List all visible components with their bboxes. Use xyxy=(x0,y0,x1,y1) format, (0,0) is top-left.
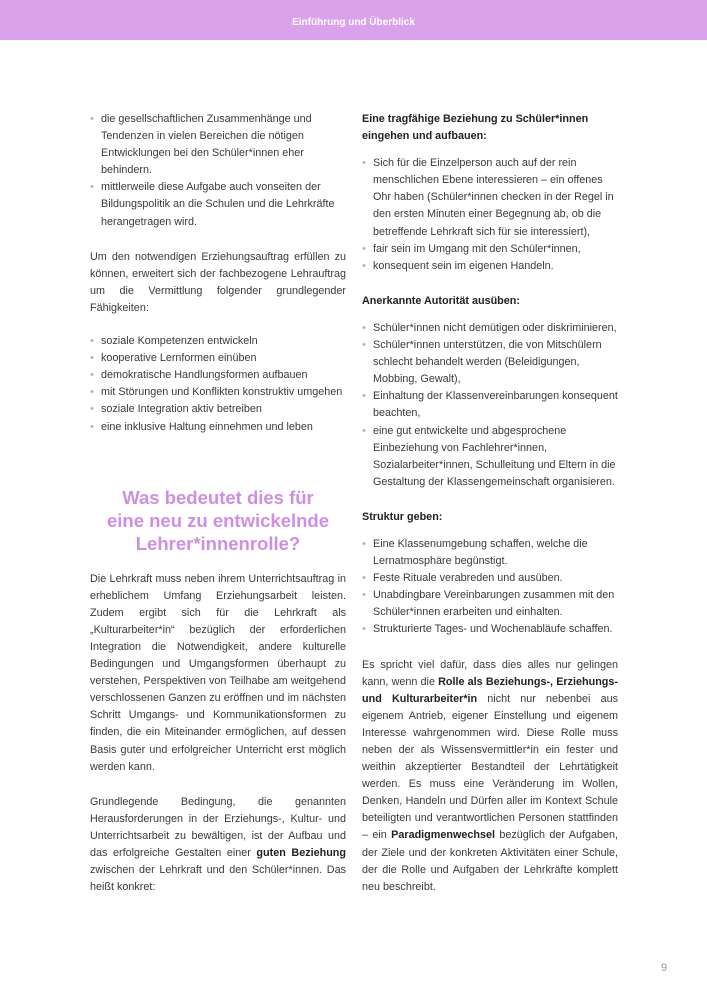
subheading: Eine tragfähige Beziehung zu Schüler*innen eingehen und aufbauen: xyxy=(362,113,589,143)
list-item: • soziale Kompetenzen entwickeln xyxy=(90,333,346,350)
list-item: • demokratische Handlungsformen aufbauen xyxy=(90,367,346,384)
running-header: Einführung und Überblick xyxy=(292,17,415,28)
list-item: • Unabdingbare Vereinbarungen zusammen mit den Schüler*innen erarbeiten und einhalten. xyxy=(362,589,615,619)
list-item: • Einhaltung der Klassenvereinbarungen konsequent beachten, xyxy=(362,390,618,420)
paragraph: Es spricht viel dafür, dass dies alles nur gelingen kann, wenn die Rolle als Beziehungs-, Erziehungs- und Kulturarbeiter*in nicht nur nebenbei aus eigenem Antrieb, eigener Einstellung und eigenem Interesse wahrgenommen wird. Diese Rolle muss neben der als Wissensvermittler*in ein fester und weithin akzeptierter Bestandteil der Lehrtätigkeit werden. Es muss eine Veränderung im Wollen, Denken, Handeln und Dürfen aller im Kontext Schule beteiligten und verantwortlichen Personen stattfinden – ein Paradigmenwechsel bezüglich der Aufgaben, der Ziele und der konkreten Aktivitäten einer Schule, der die Rolle und Aufgaben der Lehrkräfte komplett neu beschreibt. xyxy=(362,658,619,893)
list-item: • mittlerweile diese Aufgabe auch vonseiten der Bildungspolitik an die Schulen und die Lehrkräfte herangetragen wird. xyxy=(90,181,335,228)
list-item: • soziale Integration aktiv betreiben xyxy=(90,401,346,418)
bullet-icon: • xyxy=(362,321,366,334)
paragraph: Grundlegende Bedingung, die genannten Herausforderungen in der Erziehungs-, Kultur- und Unterrichtsarbeit zu bewältigen, ist der Aufbau und das erfolgreiche Gestalten einer guten Beziehung zwischen der Lehrkraft und den Schüler*innen. Das heißt konkret: xyxy=(90,795,346,894)
relationship-list xyxy=(362,155,618,275)
bullet-icon: • xyxy=(90,335,94,348)
bullet-icon: • xyxy=(90,420,94,433)
bullet-icon: • xyxy=(362,339,366,352)
bullet-icon: • xyxy=(90,403,94,416)
list-item: • Sich für die Einzelperson auch auf der rein menschlichen Ebene interessieren – ein offenes Ohr haben (Schüler*innen checken in der Regel in den ersten Minuten einer Begegnung ab, ob die betreffende Lehrkraft sich für sie interessiert), xyxy=(362,157,614,238)
right-column xyxy=(362,111,618,896)
left-column xyxy=(90,111,346,896)
bullet-icon: • xyxy=(362,589,366,602)
list-item: • fair sein im Umgang mit den Schüler*innen, xyxy=(362,241,618,258)
subheading: Struktur geben: xyxy=(362,510,443,523)
page-number: 9 xyxy=(661,962,668,974)
bullet-icon: • xyxy=(362,157,366,170)
list-item: • Strukturierte Tages- und Wochenabläufe schaffen. xyxy=(362,621,618,638)
section-headline: Was bedeutet dies für eine neu zu entwickelnde Lehrer*innenrolle? xyxy=(106,486,330,554)
bullet-icon: • xyxy=(362,242,366,255)
bullet-icon: • xyxy=(362,623,366,636)
bullet-icon: • xyxy=(362,424,366,437)
list-item: • Feste Rituale verabreden und ausüben. xyxy=(362,570,618,587)
header-bar xyxy=(0,0,707,40)
bullet-icon: • xyxy=(90,181,94,194)
paragraph: Die Lehrkraft muss neben ihrem Unterrichtsauftrag in erheblichem Umfang Erziehungsarbeit leisten. Zudem ergibt sich für die Lehrkraft als „Kulturarbeiter*in“ bezüglich der erforderlichen Integration die Notwendigkeit, andere kulturelle Bedingungen und Umgangsformen überhaupt zu verstehen, Perspektiven von Teilhabe am weitgehend verschlossenen Ganzen zu eröffnen und im nächsten Schritt Umgangs- und Kommunikationsformen zu finden, die ein Miteinander ermöglichen, auf dessen Basis guter und erfolgreicher Unterricht erst möglich werden kann. xyxy=(90,572,346,773)
list-item: • kooperative Lernformen einüben xyxy=(90,350,346,367)
bullet-icon: • xyxy=(90,369,94,382)
list-item: • Schüler*innen nicht demütigen oder diskriminieren, xyxy=(362,320,618,337)
structure-list xyxy=(362,536,618,639)
subheading: Anerkannte Autorität ausüben: xyxy=(362,294,520,307)
list-item: • konsequent sein im eigenen Handeln. xyxy=(362,258,618,275)
bullet-icon: • xyxy=(90,352,94,365)
list-item: • Schüler*innen unterstützen, die von Mitschülern schlecht behandelt werden (Beleidigungen, Mobbing, Gewalt), xyxy=(362,339,602,386)
paragraph: Um den notwendigen Erziehungsauftrag erfüllen zu können, erweitert sich der fachbezogene Lehrauftrag um die Vermittlung folgender grundlegender Fähigkeiten: xyxy=(90,250,346,314)
authority-list xyxy=(362,320,618,491)
list-item: • mit Störungen und Konflikten konstruktiv umgehen xyxy=(90,384,346,401)
bullet-icon: • xyxy=(362,390,366,403)
list-item: • eine inklusive Haltung einnehmen und leben xyxy=(90,419,346,436)
skills-list xyxy=(90,333,346,436)
bullet-icon: • xyxy=(90,113,94,125)
bullet-icon: • xyxy=(90,386,94,399)
intro-bullet-list xyxy=(90,111,346,231)
bullet-icon: • xyxy=(362,537,366,550)
bullet-icon: • xyxy=(362,572,366,585)
list-item: • eine gut entwickelte und abgesprochene Einbeziehung von Fachlehrer*innen, Sozialarbeiter*innen, Schulleitung und Eltern in die Gestaltung der Klassengemeinschaft organisieren. xyxy=(362,424,616,488)
list-item: • die gesellschaftlichen Zusammenhänge und Tendenzen in vielen Bereichen die nötigen Entwicklungen bei den Schüler*innen eher behindern. xyxy=(90,113,312,177)
bullet-icon: • xyxy=(362,259,366,272)
list-item: • Eine Klassenumgebung schaffen, welche die Lernatmosphäre begünstigt. xyxy=(362,537,588,568)
